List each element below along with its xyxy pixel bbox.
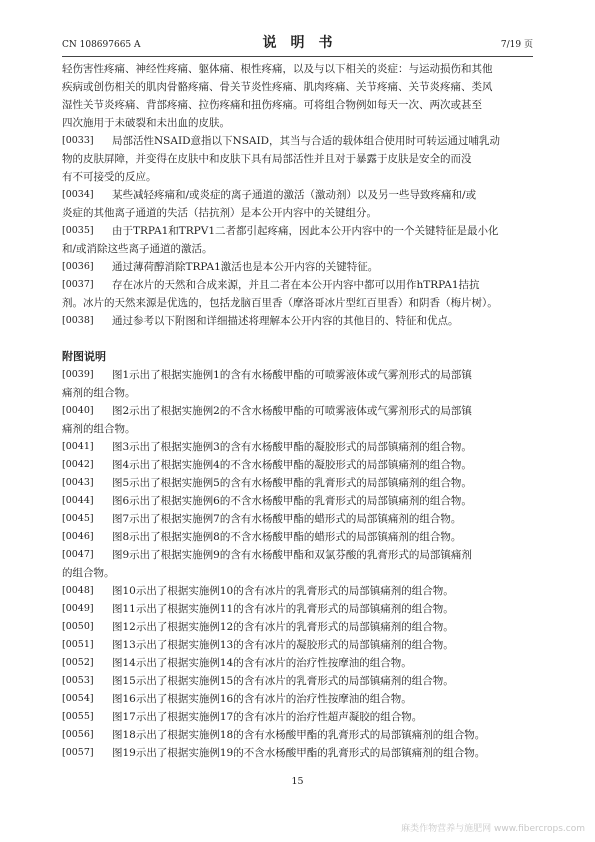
text-line: 的组合物。 <box>62 567 115 579</box>
paragraph-number: [0054] <box>62 693 94 704</box>
paragraph-number: [0042] <box>62 459 94 470</box>
paragraph-number: [0040] <box>62 405 94 416</box>
paragraph-number: [0034] <box>62 189 94 200</box>
text-line: 痛剂的组合物。 <box>62 387 136 399</box>
paragraph <box>62 402 533 438</box>
text-line: 图3示出了根据实施例3的含有水杨酸甲酯的凝胶形式的局部镇痛剂的组合物。 <box>112 441 472 453</box>
paragraph-number: [0047] <box>62 549 94 560</box>
patent-number: CN 108697665 A <box>62 40 141 50</box>
text-line: 图11示出了根据实施例11的含有冰片的乳膏形式的局部镇痛剂的组合物。 <box>112 603 454 615</box>
text-line: 轻伤害性疼痛、神经性疼痛、躯体痛、根性疼痛，以及与以下相关的炎症：与运动损伤和其他 <box>62 63 493 75</box>
text-line: 痛剂的组合物。 <box>62 423 136 435</box>
paragraph-number: [0033] <box>62 135 94 146</box>
paragraph-number: [0041] <box>62 441 94 452</box>
text-line: 图4示出了根据实施例4的不含水杨酸甲酯的凝胶形式的局部镇痛剂的组合物。 <box>112 459 472 471</box>
text-line: 物的皮肤屏障，并变得在皮肤中和皮肤下具有局部活性并且对于暴露于皮肤是安全的而没 <box>62 153 472 165</box>
text-line: 存在冰片的天然和合成来源，并且二者在本公开内容中都可以用作hTRPA1拮抗 <box>112 279 480 291</box>
paragraph <box>62 600 533 618</box>
text-line: 图15示出了根据实施例15的含有冰片的乳膏形式的局部镇痛剂的组合物。 <box>112 675 454 687</box>
paragraph <box>62 528 533 546</box>
paragraph-list <box>62 132 533 330</box>
paragraph-number: [0038] <box>62 315 94 326</box>
watermark: 麻类作物营养与施肥网 www.fibercrops.com <box>401 824 585 834</box>
text-line: 有不可接受的反应。 <box>62 171 157 183</box>
text-line: 图17示出了根据实施例17的含有冰片的治疗性超声凝胶的组合物。 <box>112 711 423 723</box>
paragraph <box>62 222 533 258</box>
paragraph-number: [0043] <box>62 477 94 488</box>
text-line: 通过参考以下附图和详细描述将理解本公开内容的其他目的、特征和优点。 <box>112 315 459 327</box>
text-line: 和/或消除这些离子通道的激活。 <box>62 243 213 255</box>
paragraph <box>62 618 533 636</box>
paragraph <box>62 510 533 528</box>
paragraph-number: [0037] <box>62 279 94 290</box>
text-line: 湿性关节炎疼痛、背部疼痛、拉伤疼痛和扭伤疼痛。可将组合物例如每天一次、两次或甚至 <box>62 99 482 111</box>
page-header <box>62 30 533 57</box>
paragraph-number: [0053] <box>62 675 94 686</box>
paragraph-number: [0052] <box>62 657 94 668</box>
text-line: 图7示出了根据实施例7的含有水杨酸甲酯的蜡形式的局部镇痛剂的组合物。 <box>112 513 462 525</box>
paragraph-number: [0055] <box>62 711 94 722</box>
figure-description-list <box>62 366 533 762</box>
paragraph-number: [0036] <box>62 261 94 272</box>
page-info: 7/19 页 <box>500 40 533 50</box>
page-title: 说明书 <box>262 35 347 51</box>
intro-text <box>62 60 533 132</box>
paragraph <box>62 672 533 690</box>
paragraph-number: [0035] <box>62 225 94 236</box>
document-body <box>62 60 533 762</box>
text-line: 图6示出了根据实施例6的不含水杨酸甲酯的乳膏形式的局部镇痛剂的组合物。 <box>112 495 472 507</box>
text-line: 图12示出了根据实施例12的含有冰片的乳膏形式的局部镇痛剂的组合物。 <box>112 621 454 633</box>
paragraph-number: [0045] <box>62 513 94 524</box>
text-line: 通过薄荷醇消除TRPA1激活也是本公开内容的关键特征。 <box>112 261 379 273</box>
paragraph-number: [0044] <box>62 495 94 506</box>
text-line: 图2示出了根据实施例2的不含水杨酸甲酯的可喷雾液体或气雾剂形式的局部镇 <box>112 405 472 417</box>
section-title: 附图说明 <box>62 350 106 363</box>
text-line: 某些减轻疼痛和/或炎症的离子通道的激活（激动剂）以及另一些导致疼痛和/或 <box>112 189 477 201</box>
paragraph-number: [0056] <box>62 729 94 740</box>
text-line: 由于TRPA1和TRPV1二者都引起疼痛，因此本公开内容中的一个关键特征是最小化 <box>112 225 499 237</box>
text-line: 图19示出了根据实施例19的不含水杨酸甲酯的乳膏形式的局部镇痛剂的组合物。 <box>112 747 486 759</box>
paragraph <box>62 546 533 582</box>
paragraph <box>62 654 533 672</box>
paragraph <box>62 492 533 510</box>
paragraph-number: [0049] <box>62 603 94 614</box>
paragraph <box>62 366 533 402</box>
page-number: 15 <box>291 776 304 787</box>
text-line: 炎症的其他离子通道的失活（拮抗剂）是本公开内容中的关键组分。 <box>62 207 377 219</box>
paragraph-number: [0048] <box>62 585 94 596</box>
text-line: 图18示出了根据实施例18的含有水杨酸甲酯的乳膏形式的局部镇痛剂的组合物。 <box>112 729 486 741</box>
text-line: 图5示出了根据实施例5的含有水杨酸甲酯的乳膏形式的局部镇痛剂的组合物。 <box>112 477 472 489</box>
paragraph <box>62 438 533 456</box>
paragraph-number: [0050] <box>62 621 94 632</box>
paragraph <box>62 312 533 330</box>
text-line: 局部活性NSAID意指以下NSAID，其当与合适的载体组合使用时可转运通过哺乳动 <box>112 135 501 147</box>
paragraph-number: [0051] <box>62 639 94 650</box>
paragraph-number: [0046] <box>62 531 94 542</box>
section-gap <box>62 330 533 348</box>
paragraph <box>62 474 533 492</box>
text-line: 四次施用于未破裂和未出血的皮肤。 <box>62 117 230 129</box>
paragraph-number: [0057] <box>62 747 94 758</box>
text-line: 图9示出了根据实施例9的含有水杨酸甲酯和双氯芬酸的乳膏形式的局部镇痛剂 <box>112 549 472 561</box>
paragraph <box>62 726 533 744</box>
paragraph <box>62 132 533 186</box>
text-line: 图8示出了根据实施例8的不含水杨酸甲酯的蜡形式的局部镇痛剂的组合物。 <box>112 531 462 543</box>
paragraph <box>62 690 533 708</box>
text-line: 图1示出了根据实施例1的含有水杨酸甲酯的可喷雾液体或气雾剂形式的局部镇 <box>112 369 472 381</box>
paragraph <box>62 708 533 726</box>
paragraph <box>62 582 533 600</box>
paragraph <box>62 744 533 762</box>
paragraph <box>62 186 533 222</box>
text-line: 图13示出了根据实施例13的含有冰片的凝胶形式的局部镇痛剂的组合物。 <box>112 639 454 651</box>
text-line: 图16示出了根据实施例16的含有冰片的治疗性按摩油的组合物。 <box>112 693 412 705</box>
text-line: 图14示出了根据实施例14的含有冰片的治疗性按摩油的组合物。 <box>112 657 412 669</box>
text-line: 图10示出了根据实施例10的含有冰片的乳膏形式的局部镇痛剂的组合物。 <box>112 585 454 597</box>
text-line: 疾病或创伤相关的肌肉骨骼疼痛、骨关节炎性疼痛、肌肉疼痛、关节疼痛、关节炎疼痛、类风 <box>62 81 493 93</box>
paragraph <box>62 276 533 312</box>
paragraph <box>62 456 533 474</box>
paragraph <box>62 636 533 654</box>
text-line: 剂。冰片的天然来源是优选的，包括龙脑百里香（摩洛哥冰片型红百里香）和阴香（梅片树）。 <box>62 297 498 309</box>
paragraph <box>62 258 533 276</box>
paragraph-number: [0039] <box>62 369 94 380</box>
